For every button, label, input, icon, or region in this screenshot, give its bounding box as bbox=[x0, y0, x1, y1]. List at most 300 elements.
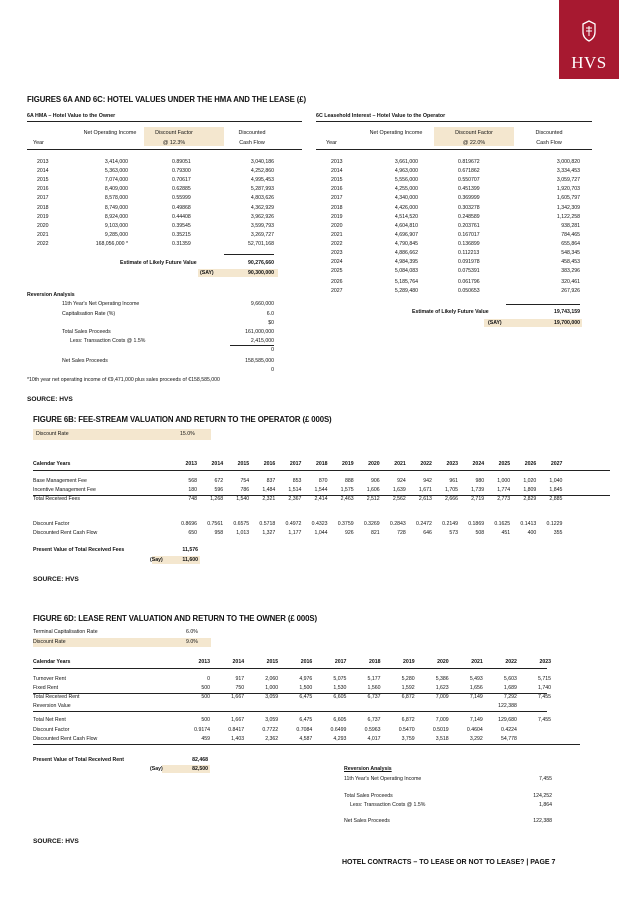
fig6a-year-cell: 2022 bbox=[37, 240, 49, 247]
fig6a-df-cell: 0.79300 bbox=[172, 168, 191, 175]
fig6b-cell: 1,000 bbox=[497, 478, 511, 484]
fig6b-year-header: 2015 bbox=[237, 461, 250, 467]
fig6d-cell: 6,605 bbox=[333, 694, 347, 700]
fig6c-noi-cell: 5,556,000 bbox=[394, 177, 418, 184]
fig6c-dcf-header-2: Cash Flow bbox=[536, 140, 562, 146]
fig6c-noi-cell: 4,696,907 bbox=[394, 231, 418, 238]
fig6b-cell: 573 bbox=[449, 530, 458, 536]
fig6a-df-cell: 0.39545 bbox=[172, 222, 191, 229]
fig6c-noi-cell: 4,984,395 bbox=[394, 259, 418, 266]
fig6d-cell: 4,587 bbox=[299, 736, 313, 742]
fig6a-df-cell: 0.44408 bbox=[172, 213, 191, 220]
fig6a-year-cell: 2017 bbox=[37, 195, 49, 202]
fig6d-rev-nsp-label: Net Sales Proceeds bbox=[344, 818, 390, 824]
fig6c-df-cell: 0.075391 bbox=[458, 268, 480, 275]
fig6c-say-value: 19,700,000 bbox=[554, 320, 580, 326]
fig6d-cell: 6,605 bbox=[333, 717, 347, 723]
fig6c-cf-cell: 938,281 bbox=[561, 222, 580, 229]
fig6c-df-cell: 0.167017 bbox=[458, 231, 480, 238]
fig6d-cell: 6,475 bbox=[299, 717, 313, 723]
fig6b-cell: 0.2149 bbox=[442, 521, 458, 527]
fig6b-cell: 0.4972 bbox=[285, 521, 302, 527]
fig6b-say-label: (Say) bbox=[150, 557, 163, 563]
fig6d-cell: 3,059 bbox=[265, 694, 279, 700]
fig6c-noi-cell: 4,963,000 bbox=[394, 168, 418, 175]
source-1: SOURCE: HVS bbox=[27, 396, 73, 403]
fig6c-cf-cell: 1,342,309 bbox=[556, 204, 580, 211]
fig6c-year-cell: 2027 bbox=[331, 288, 343, 295]
fig6a-noi-cell: 8,924,000 bbox=[104, 213, 128, 220]
fig6a-df-header: Discount Factor bbox=[155, 130, 193, 136]
fig6b-cell: 400 bbox=[527, 530, 537, 536]
fig6b-cell: 1,327 bbox=[262, 530, 276, 536]
fig6c-say-label: (SAY) bbox=[488, 320, 502, 326]
fig6a-year-cell: 2013 bbox=[37, 159, 49, 165]
fig6b-year-header: 2025 bbox=[498, 461, 511, 467]
fig6b-cell: 1,671 bbox=[418, 487, 432, 493]
fig6a-df-cell: 0.62885 bbox=[172, 186, 191, 193]
fig6b-cell: 451 bbox=[501, 530, 511, 536]
fig6d-cell: 5,493 bbox=[469, 676, 483, 682]
fig6a-df-cell: 0.55999 bbox=[172, 195, 191, 202]
fig6b-cell: 0.2472 bbox=[416, 521, 432, 527]
fig6b-cell: 926 bbox=[344, 530, 354, 536]
fig6b-cell: 2,666 bbox=[445, 496, 458, 502]
fig6d-year-header: 2018 bbox=[368, 659, 381, 665]
fig6b-cell: 0.1413 bbox=[520, 521, 537, 527]
fig6d-rev-tc-label: Less: Transaction Costs @ 1.5% bbox=[350, 802, 426, 808]
fig6b-say-value: 11,600 bbox=[182, 557, 198, 563]
fig6b-cell: 646 bbox=[423, 530, 432, 536]
fig6d-row-label: Total Net Rent bbox=[33, 717, 66, 723]
fig6c-df-cell: 0.819672 bbox=[458, 159, 480, 165]
fig6d-row-label: Turnover Rent bbox=[33, 676, 66, 682]
fig6c-year-cell: 2026 bbox=[331, 279, 343, 286]
fig6b-year-header: 2013 bbox=[185, 461, 197, 467]
fig6d-cell: 0.5470 bbox=[398, 727, 415, 733]
fig6b-cell: 2,367 bbox=[288, 496, 302, 502]
fig6c-noi-header: Net Operating Income bbox=[369, 130, 423, 136]
fig6d-header-label: Calendar Years bbox=[33, 659, 71, 665]
fig6b-cell: 1,544 bbox=[314, 487, 328, 493]
fig6d-cell: 500 bbox=[201, 694, 210, 700]
fig6c-year-cell: 2017 bbox=[331, 195, 343, 202]
fig6a-rev-tsp-value: 161,000,000 bbox=[245, 329, 274, 335]
fig6d-year-header: 2023 bbox=[539, 659, 551, 665]
fig6a-rev-cap-label: Capitalisation Rate (%) bbox=[62, 311, 116, 317]
fig6d-cell: 122,388 bbox=[498, 703, 517, 709]
fig6a-year-cell: 2018 bbox=[37, 204, 49, 211]
fig6b-cell: 1,540 bbox=[236, 496, 250, 502]
fig6c-cf-cell: 320,461 bbox=[561, 279, 580, 286]
fig6c-rate-header: @ 22.0% bbox=[462, 140, 486, 146]
fig6c-year-cell: 2024 bbox=[331, 259, 343, 266]
fig6b-cell: 0.3269 bbox=[363, 521, 380, 527]
fig6a-rev-tc-value: 2,415,000 bbox=[250, 338, 274, 344]
fig6b-pv-value: 11,576 bbox=[182, 547, 198, 553]
fig6d-pv-label: Present Value of Total Received Rent bbox=[33, 757, 124, 763]
fig6d-rev-nsp-value: 122,388 bbox=[533, 818, 552, 824]
fig6b-cell: 1,809 bbox=[523, 487, 537, 493]
fig6c-cf-cell: 3,059,727 bbox=[556, 177, 580, 184]
fig6d-cell: 6,737 bbox=[367, 717, 381, 723]
fig6d-row-label: Discounted Rent Cash Flow bbox=[33, 736, 98, 742]
fig6a-dcf-header: Discounted bbox=[238, 130, 266, 136]
fig6b-cell: 1,177 bbox=[288, 530, 302, 536]
fig6d-cell: 5,715 bbox=[538, 676, 551, 682]
fig6c-estimate-label: Estimate of Likely Future Value bbox=[412, 309, 489, 315]
hvs-logo bbox=[559, 0, 619, 79]
fig6c-noi-cell: 5,289,480 bbox=[394, 288, 418, 295]
fig6d-cell: 0.7722 bbox=[262, 727, 279, 733]
fig6b-year-header: 2027 bbox=[550, 461, 563, 467]
fig6d-cell: 54,778 bbox=[501, 736, 517, 742]
fig6d-cell: 4,017 bbox=[367, 736, 381, 742]
fig6d-cell: 500 bbox=[201, 717, 210, 723]
fig6c-year-cell: 2015 bbox=[331, 177, 343, 184]
crest-icon bbox=[581, 20, 597, 42]
fig6c-cf-cell: 3,334,453 bbox=[556, 168, 580, 175]
fig6d-row-label: Total Received Rent bbox=[33, 694, 80, 700]
fig6c-year-cell: 2016 bbox=[331, 186, 343, 193]
fig6d-cell: 0 bbox=[207, 676, 210, 682]
fig6c-year-cell: 2025 bbox=[331, 268, 343, 275]
fig6d-discount-label: Discount Rate bbox=[33, 639, 66, 645]
fig6c-year-cell: 2019 bbox=[331, 213, 343, 220]
fig6b-cell: 672 bbox=[214, 478, 224, 484]
fig6a-cf-cell: 3,599,793 bbox=[250, 222, 274, 229]
fig6d-cell: 0.5019 bbox=[432, 727, 449, 733]
fig6d-row-label: Discount Factor bbox=[33, 727, 70, 733]
fig6b-cell: 0.7561 bbox=[207, 521, 224, 527]
fig6a-noi-cell: 5,363,000 bbox=[104, 168, 128, 175]
fig6b-cell: 961 bbox=[449, 478, 458, 484]
fig6b-title: FIGURE 6B: FEE-STREAM VALUATION AND RETURN TO THE OPERATOR (£ 000S) bbox=[33, 415, 332, 424]
fig6b-header-label: Calendar Years bbox=[33, 461, 71, 467]
fig6d-cell: 129,680 bbox=[498, 717, 517, 723]
fig6d-row-label: Reversion Value bbox=[33, 703, 71, 709]
fig6c-cf-cell: 1,122,258 bbox=[556, 213, 580, 220]
fig6c-df-cell: 0.303278 bbox=[458, 204, 480, 211]
fig6d-row-label: Fixed Rent bbox=[33, 685, 59, 691]
fig6a-cf-cell: 3,040,186 bbox=[250, 159, 274, 165]
fig6b-cell: 0.1229 bbox=[546, 521, 563, 527]
fig6d-cell: 1,530 bbox=[333, 685, 347, 691]
fig6c-df-cell: 0.136899 bbox=[458, 240, 480, 247]
fig6c-df-cell: 0.248589 bbox=[458, 213, 480, 220]
fig6b-cell: 1,705 bbox=[445, 487, 458, 493]
fig6d-cell: 1,667 bbox=[231, 694, 245, 700]
fig6a-rev-zero2: 0 bbox=[271, 367, 274, 373]
fig6b-cell: 1,040 bbox=[549, 478, 563, 484]
fig6d-rev-noi-value: 7,455 bbox=[539, 776, 552, 782]
fig6d-pv-value: 82,468 bbox=[192, 757, 208, 763]
fig6d-cell: 1,403 bbox=[231, 736, 245, 742]
fig6d-year-header: 2013 bbox=[198, 659, 210, 665]
fig6a-cf-cell: 52,701,168 bbox=[248, 240, 274, 247]
fig6c-cf-cell: 383,296 bbox=[561, 268, 580, 275]
fig6b-cell: 1,739 bbox=[471, 487, 485, 493]
fig6c-noi-cell: 5,084,083 bbox=[394, 268, 418, 275]
fig6b-discount-label: Discount Rate bbox=[36, 431, 69, 437]
fig6b-pv-label: Present Value of Total Received Fees bbox=[33, 547, 125, 553]
fig6c-df-cell: 0.550707 bbox=[458, 177, 480, 184]
fig6c-noi-cell: 4,514,520 bbox=[394, 213, 418, 220]
fig6b-cell: 2,613 bbox=[418, 496, 432, 502]
fig6d-cell: 6,737 bbox=[367, 694, 381, 700]
fig6b-cell: 853 bbox=[292, 478, 302, 484]
fig6a-rev-blank: $0 bbox=[268, 320, 274, 326]
fig6d-rev-tsp-value: 124,252 bbox=[533, 793, 552, 799]
fig6d-cell: 2,060 bbox=[265, 676, 279, 682]
fig6d-rev-noi-label: 11th Year's Net Operating Income bbox=[344, 776, 422, 782]
fig6c-year-header: Year bbox=[326, 140, 337, 146]
fig6b-cell: 2,773 bbox=[497, 496, 511, 502]
fig6c-title: 6C Leasehold Interest – Hotel Value to the Operator bbox=[316, 113, 446, 119]
fig6a-year-cell: 2015 bbox=[37, 177, 49, 184]
fig6b-cell: 980 bbox=[475, 478, 485, 484]
fig6a-noi-cell: 9,103,000 bbox=[104, 222, 128, 229]
fig6c-year-cell: 2013 bbox=[331, 159, 343, 165]
fig6a-df-cell: 0.49868 bbox=[172, 204, 191, 211]
fig6b-cell: 1,268 bbox=[210, 496, 224, 502]
fig6d-cell: 6,872 bbox=[401, 694, 415, 700]
fig6c-noi-cell: 4,426,000 bbox=[394, 204, 418, 211]
fig6b-cell: 1,020 bbox=[523, 478, 537, 484]
fig6d-cell: 6,872 bbox=[401, 717, 415, 723]
fig6d-cell: 1,689 bbox=[503, 685, 517, 691]
fig6a-year-cell: 2020 bbox=[37, 222, 49, 229]
fig6d-year-header: 2022 bbox=[505, 659, 517, 665]
fig6d-cell: 1,740 bbox=[538, 685, 551, 691]
fig6d-cell: 4,293 bbox=[333, 736, 347, 742]
fig6a-cf-cell: 3,269,727 bbox=[250, 231, 274, 238]
fig6b-cell: 1,639 bbox=[392, 487, 406, 493]
fig6b-cell: 754 bbox=[240, 478, 250, 484]
fig6a-noi-cell: 9,285,000 bbox=[104, 231, 128, 238]
fig6d-cell: 0.8417 bbox=[228, 727, 245, 733]
fig6d-cell: 3,759 bbox=[401, 736, 415, 742]
fig6d-year-header: 2015 bbox=[266, 659, 279, 665]
fig6a-year-header: Year bbox=[33, 140, 44, 146]
fig6d-cell: 1,667 bbox=[231, 717, 245, 723]
fig6d-cell: 7,149 bbox=[469, 717, 483, 723]
fig6d-year-header: 2017 bbox=[334, 659, 347, 665]
fig6c-noi-cell: 4,604,810 bbox=[394, 222, 418, 229]
fig6b-year-header: 2026 bbox=[524, 461, 537, 467]
fig6d-say-label: (Say) bbox=[150, 766, 163, 772]
fig6c-noi-cell: 4,340,000 bbox=[394, 195, 418, 202]
fig6d-cell: 1,592 bbox=[401, 685, 415, 691]
logo-text: HVS bbox=[571, 53, 607, 72]
fig6a-cf-cell: 4,995,453 bbox=[250, 177, 274, 184]
fig6a-say-value: 90,300,000 bbox=[248, 270, 274, 276]
fig6c-year-cell: 2020 bbox=[331, 222, 343, 229]
fig6d-say-value: 82,500 bbox=[192, 766, 208, 772]
fig6b-year-header: 2020 bbox=[368, 461, 380, 467]
fig6b-cell: 1,774 bbox=[497, 487, 511, 493]
fig6b-cell: 0.6575 bbox=[233, 521, 250, 527]
fig6c-noi-cell: 4,255,000 bbox=[394, 186, 418, 193]
fig6a-cf-cell: 5,287,993 bbox=[250, 186, 274, 193]
fig6c-estimate-value: 19,743,159 bbox=[554, 309, 580, 315]
fig6b-cell: 0.8696 bbox=[181, 521, 197, 527]
fig6b-cell: 0.1625 bbox=[494, 521, 511, 527]
fig6a-noi-cell: 3,414,000 bbox=[104, 159, 128, 165]
fig6a-dcf-header-2: Cash Flow bbox=[239, 140, 265, 146]
fig6b-cell: 2,829 bbox=[523, 496, 537, 502]
fig6a-rev-tc-label: Less: Transaction Costs @ 1.5% bbox=[70, 338, 146, 344]
fig6a-noi-cell: 8,578,000 bbox=[104, 195, 128, 202]
fig6b-cell: 924 bbox=[397, 478, 406, 484]
fig6d-cell: 5,280 bbox=[401, 676, 415, 682]
fig6a-noi-cell: 7,074,000 bbox=[104, 177, 128, 184]
fig6b-year-header: 2023 bbox=[446, 461, 458, 467]
fig6b-cell: 1,575 bbox=[340, 487, 354, 493]
fig6c-df-cell: 0.203761 bbox=[458, 222, 480, 229]
fig6d-cell: 5,603 bbox=[503, 676, 517, 682]
fig6d-year-header: 2020 bbox=[437, 659, 449, 665]
fig6d-cell: 917 bbox=[235, 676, 245, 682]
fig6d-year-header: 2014 bbox=[232, 659, 245, 665]
fig6c-cf-cell: 1,920,703 bbox=[556, 186, 580, 193]
fig6c-noi-cell: 4,886,662 bbox=[394, 250, 418, 256]
fig6b-cell: 0.3759 bbox=[337, 521, 354, 527]
fig6b-cell: 568 bbox=[188, 478, 197, 484]
fig6a-df-cell: 0.35215 bbox=[172, 231, 191, 238]
fig6b-year-header: 2019 bbox=[342, 461, 354, 467]
fig6b-cell: 958 bbox=[214, 530, 224, 536]
source-3: SOURCE: HVS bbox=[33, 838, 79, 845]
fig6a-cf-cell: 3,962,926 bbox=[250, 213, 274, 220]
fig6c-df-cell: 0.061796 bbox=[458, 279, 480, 286]
fig6b-year-header: 2024 bbox=[472, 461, 485, 467]
fig6b-cell: 0.2843 bbox=[389, 521, 406, 527]
fig6a-df-cell: 0.31359 bbox=[172, 240, 191, 247]
fig6d-year-header: 2016 bbox=[300, 659, 313, 665]
fig6d-tcr-value: 6.0% bbox=[186, 629, 198, 635]
fig6b-year-header: 2022 bbox=[420, 461, 432, 467]
fig6d-cell: 0.7084 bbox=[296, 727, 313, 733]
fig6a-estimate-label: Estimate of Likely Future Value bbox=[120, 260, 197, 266]
fig6b-row-label: Discount Factor bbox=[33, 521, 70, 527]
fig6d-rev-tc-value: 1,864 bbox=[539, 802, 552, 808]
fig6b-cell: 180 bbox=[188, 487, 197, 493]
fig6c-cf-cell: 3,000,820 bbox=[556, 159, 580, 165]
fig6a-cf-cell: 4,362,929 bbox=[250, 204, 274, 211]
fig6b-cell: 1,013 bbox=[236, 530, 250, 536]
fig6c-df-header: Discount Factor bbox=[455, 130, 493, 136]
fig6d-cell: 0.4604 bbox=[466, 727, 483, 733]
fig6c-dcf-header: Discounted bbox=[535, 130, 563, 136]
fig6d-year-header: 2019 bbox=[403, 659, 415, 665]
fig6c-cf-cell: 1,605,797 bbox=[556, 195, 580, 202]
main-title: FIGURES 6A AND 6C: HOTEL VALUES UNDER THE HMA AND THE LEASE (£) bbox=[27, 95, 307, 104]
fig6b-cell: 508 bbox=[475, 530, 485, 536]
fig6a-noi-cell: 8,409,000 bbox=[104, 186, 128, 193]
fig6b-cell: 650 bbox=[188, 530, 197, 536]
fig6b-cell: 837 bbox=[266, 478, 276, 484]
fig6c-noi-cell: 4,790,845 bbox=[394, 240, 418, 247]
fig6a-noi-cell: 168,056,000 * bbox=[95, 240, 128, 247]
fig6b-year-header: 2018 bbox=[315, 461, 328, 467]
fig6d-cell: 1,656 bbox=[469, 685, 483, 691]
fig6b-row-label: Total Received Fees bbox=[33, 496, 80, 502]
fig6d-cell: 3,059 bbox=[265, 717, 279, 723]
fig6b-cell: 1,514 bbox=[288, 487, 302, 493]
fig6b-cell: 2,562 bbox=[392, 496, 406, 502]
fig6c-year-cell: 2018 bbox=[331, 204, 343, 211]
fig6d-cell: 5,177 bbox=[367, 676, 381, 682]
fig6c-noi-cell: 5,185,764 bbox=[394, 279, 418, 286]
fig6d-cell: 500 bbox=[201, 685, 210, 691]
fig6b-cell: 2,414 bbox=[314, 496, 328, 502]
fig6c-year-cell: 2023 bbox=[331, 250, 343, 256]
fig6c-cf-cell: 784,465 bbox=[561, 231, 580, 238]
fig6b-cell: 596 bbox=[214, 487, 224, 493]
fig6d-cell: 750 bbox=[235, 685, 245, 691]
fig6a-rev-noi-value: 9,660,000 bbox=[250, 301, 274, 307]
fig6c-df-cell: 0.369999 bbox=[458, 195, 480, 202]
fig6c-year-cell: 2021 bbox=[331, 231, 343, 238]
fig6a-footnote: *10th year net operating income of €9,471,000 plus sales proceeds of €158,585,000 bbox=[27, 377, 220, 383]
fig6c-year-cell: 2014 bbox=[331, 168, 343, 175]
fig6c-df-cell: 0.451399 bbox=[458, 186, 480, 193]
fig6a-estimate-value: 90,276,660 bbox=[248, 260, 274, 266]
fig6a-rate-header: @ 12.3% bbox=[162, 140, 186, 146]
fig6a-year-cell: 2019 bbox=[37, 213, 49, 220]
fig6d-cell: 3,518 bbox=[435, 736, 449, 742]
fig6b-cell: 870 bbox=[318, 478, 328, 484]
fig6b-row-label: Discounted Rent Cash Flow bbox=[33, 530, 98, 536]
fig6d-cell: 3,292 bbox=[469, 736, 483, 742]
fig6a-rev-zero1: 0 bbox=[271, 347, 274, 353]
fig6b-cell: 888 bbox=[344, 478, 354, 484]
fig6c-cf-cell: 655,864 bbox=[561, 240, 580, 247]
fig6a-rev-nsp-label: Net Sales Proceeds bbox=[62, 358, 108, 364]
fig6b-cell: 355 bbox=[553, 530, 563, 536]
fig6d-cell: 5,075 bbox=[333, 676, 347, 682]
fig6b-cell: 2,512 bbox=[366, 496, 380, 502]
fig6a-year-cell: 2014 bbox=[37, 168, 49, 175]
fig6b-year-header: 2016 bbox=[263, 461, 276, 467]
fig6b-cell: 2,885 bbox=[549, 496, 563, 502]
fig6a-rev-nsp-value: 158,585,000 bbox=[245, 358, 274, 364]
fig6c-df-cell: 0.671862 bbox=[458, 168, 480, 175]
fig6d-cell: 6,475 bbox=[299, 694, 313, 700]
fig6d-cell: 5,386 bbox=[435, 676, 449, 682]
page-footer: HOTEL CONTRACTS – TO LEASE OR NOT TO LEASE? | PAGE 7 bbox=[342, 859, 556, 866]
fig6b-year-header: 2017 bbox=[289, 461, 302, 467]
fig6a-year-cell: 2021 bbox=[37, 231, 49, 238]
fig6d-discount-value: 9.0% bbox=[186, 639, 198, 645]
fig6d-cell: 2,362 bbox=[265, 736, 279, 742]
fig6c-df-cell: 0.112213 bbox=[458, 250, 480, 256]
fig6d-cell: 0.6499 bbox=[330, 727, 347, 733]
fig6a-rev-cap-value: 6.0 bbox=[266, 311, 274, 317]
fig6b-cell: 821 bbox=[371, 530, 380, 536]
fig6a-df-cell: 0.70617 bbox=[172, 177, 191, 184]
fig6a-cf-cell: 4,252,860 bbox=[250, 168, 274, 175]
fig6b-cell: 2,719 bbox=[471, 496, 485, 502]
fig6d-cell: 0.9174 bbox=[194, 727, 210, 733]
fig6d-cell: 1,000 bbox=[265, 685, 279, 691]
fig6a-df-cell: 0.89051 bbox=[172, 159, 191, 165]
fig6b-cell: 906 bbox=[371, 478, 380, 484]
fig6b-row-label: Incentive Management Fee bbox=[33, 487, 96, 493]
fig6d-cell: 1,623 bbox=[435, 685, 449, 691]
fig6d-year-header: 2021 bbox=[471, 659, 483, 665]
